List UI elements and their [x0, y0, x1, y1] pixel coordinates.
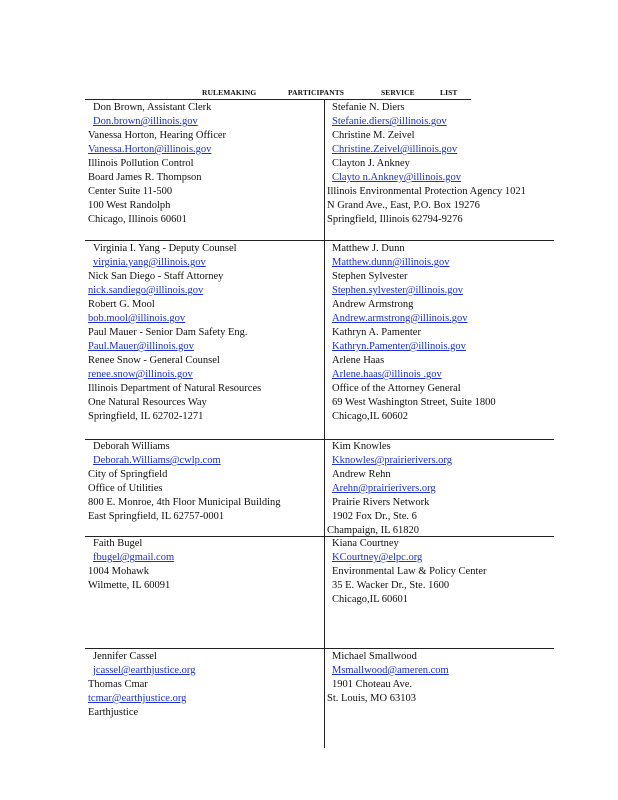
address-line: Clayton J. Ankney	[332, 158, 410, 169]
address-line: Arlene Haas	[332, 355, 385, 366]
title-word-service: SERVICE	[381, 88, 415, 97]
title-word-rulemaking: RULEMAKING	[202, 88, 257, 97]
email-link[interactable]: Kathryn.Pamenter@illinois.gov	[332, 341, 466, 352]
address-line: City of Springfield	[88, 469, 168, 480]
address-line: Kiana Courtney	[332, 538, 399, 549]
address-line: Andrew Armstrong	[332, 299, 414, 310]
cell-row2-right	[327, 242, 496, 424]
cell-row1-right	[327, 101, 526, 227]
address-line: Chicago,IL 60601	[332, 594, 409, 605]
cell-row2-left	[88, 242, 261, 424]
email-link[interactable]: Arehn@prairierivers.org	[332, 483, 436, 494]
address-line: Chicago,IL 60602	[332, 411, 409, 422]
address-line: Stephen Sylvester	[332, 271, 408, 282]
address-line: N Grand Ave., East, P.O. Box 19276	[327, 200, 480, 211]
cell-row4-left	[88, 537, 174, 593]
address-line: East Springfield, IL 62757-0001	[88, 511, 225, 522]
email-link[interactable]: KCourtney@elpc.org	[332, 552, 423, 563]
service-list-title	[200, 88, 472, 99]
address-line: Paul Mauer - Senior Dam Safety Eng.	[88, 327, 248, 338]
address-line: Champaign, IL 61820	[327, 525, 420, 536]
cell-row5-left	[88, 650, 195, 720]
column-divider	[324, 100, 325, 748]
title-underline	[85, 99, 471, 100]
address-line: Springfield, Illinois 62794-9276	[327, 214, 463, 225]
cell-row1-left	[88, 101, 226, 227]
address-line: Christine M. Zeivel	[332, 130, 415, 141]
email-link[interactable]: Don.brown@illinois.gov	[93, 116, 198, 127]
title-word-list: LIST	[440, 88, 458, 97]
address-line: Springfield, IL 62702-1271	[88, 411, 204, 422]
address-line: Virginia I. Yang - Deputy Counsel	[93, 243, 237, 254]
address-line: Chicago, Illinois 60601	[88, 214, 187, 225]
address-line: Michael Smallwood	[332, 651, 417, 662]
address-line: Vanessa Horton, Hearing Officer	[88, 130, 227, 141]
email-link[interactable]: jcassel@earthjustice.org	[93, 665, 196, 676]
address-line: Faith Bugel	[93, 538, 143, 549]
email-link[interactable]: tcmar@earthjustice.org	[88, 693, 187, 704]
email-link[interactable]: Andrew.armstrong@illinois.gov	[332, 313, 468, 324]
email-link[interactable]: nick.sandiego@illinois.gov	[88, 285, 204, 296]
email-link[interactable]: Msmallwood@ameren.com	[332, 665, 449, 676]
address-line: 69 West Washington Street, Suite 1800	[332, 397, 496, 408]
address-line: One Natural Resources Way	[88, 397, 207, 408]
address-line: Illinois Department of Natural Resources	[88, 383, 262, 394]
row-divider	[85, 240, 554, 241]
email-link[interactable]: renee.snow@illinois.gov	[88, 369, 193, 380]
address-line: Wilmette, IL 60091	[88, 580, 171, 591]
address-line: Thomas Cmar	[88, 679, 148, 690]
address-line: Office of Utilities	[88, 483, 163, 494]
address-line: Matthew J. Dunn	[332, 243, 405, 254]
address-line: Center Suite 11-500	[88, 186, 173, 197]
email-link[interactable]: bob.mool@illinois.gov	[88, 313, 186, 324]
address-line: 800 E. Monroe, 4th Floor Municipal Building	[88, 497, 281, 508]
address-line: Office of the Attorney General	[332, 383, 461, 394]
title-word-participants: PARTICIPANTS	[288, 88, 345, 97]
cell-row4-right	[327, 537, 487, 607]
email-link[interactable]: Stephen.sylvester@illinois.gov	[332, 285, 463, 296]
address-line: 1902 Fox Dr., Ste. 6	[332, 511, 417, 522]
email-link[interactable]: Clayto n.Ankney@illinois.gov	[332, 172, 461, 183]
cell-row3-left	[88, 440, 281, 524]
address-line: 35 E. Wacker Dr., Ste. 1600	[332, 580, 450, 591]
address-line: Deborah Williams	[93, 441, 170, 452]
address-line: Board James R. Thompson	[88, 172, 202, 183]
address-line: Jennifer Cassel	[93, 651, 157, 662]
address-line: Renee Snow - General Counsel	[88, 355, 220, 366]
address-line: Kim Knowles	[332, 441, 391, 452]
address-line: Prairie Rivers Network	[332, 497, 430, 508]
address-line: Nick San Diego - Staff Attorney	[88, 271, 224, 282]
address-line: Andrew Rehn	[332, 469, 391, 480]
address-line: Kathryn A. Pamenter	[332, 327, 421, 338]
address-line: 100 West Randolph	[88, 200, 171, 211]
address-line: Environmental Law & Policy Center	[332, 566, 487, 577]
address-line: Stefanie N. Diers	[332, 102, 405, 113]
row-divider	[85, 648, 554, 649]
email-link[interactable]: Arlene.haas@illinois .gov	[332, 369, 442, 380]
email-link[interactable]: virginia.yang@illinois.gov	[93, 257, 206, 268]
email-link[interactable]: Deborah.Williams@cwlp.com	[93, 455, 221, 466]
email-link[interactable]: Stefanie.diers@illinois.gov	[332, 116, 447, 127]
cell-row5-right	[327, 650, 449, 706]
address-line: St. Louis, MO 63103	[327, 693, 416, 704]
address-line: Illinois Environmental Protection Agency 1021	[327, 186, 526, 197]
address-line: Robert G. Mool	[88, 299, 155, 310]
address-line: Illinois Pollution Control	[88, 158, 194, 169]
cell-row3-right	[327, 440, 452, 538]
email-link[interactable]: Paul.Mauer@illinois.gov	[88, 341, 194, 352]
address-line: 1004 Mohawk	[88, 566, 149, 577]
email-link[interactable]: fbugel@gmail.com	[93, 552, 175, 563]
email-link[interactable]: Kknowles@prairierivers.org	[332, 455, 452, 466]
email-link[interactable]: Matthew.dunn@illinois.gov	[332, 257, 450, 268]
email-link[interactable]: Christine.Zeivel@illinois.gov	[332, 144, 458, 155]
address-line: Earthjustice	[88, 707, 139, 718]
email-link[interactable]: Vanessa.Horton@illinois.gov	[88, 144, 212, 155]
address-line: Don Brown, Assistant Clerk	[93, 102, 212, 113]
address-line: 1901 Choteau Ave.	[332, 679, 413, 690]
